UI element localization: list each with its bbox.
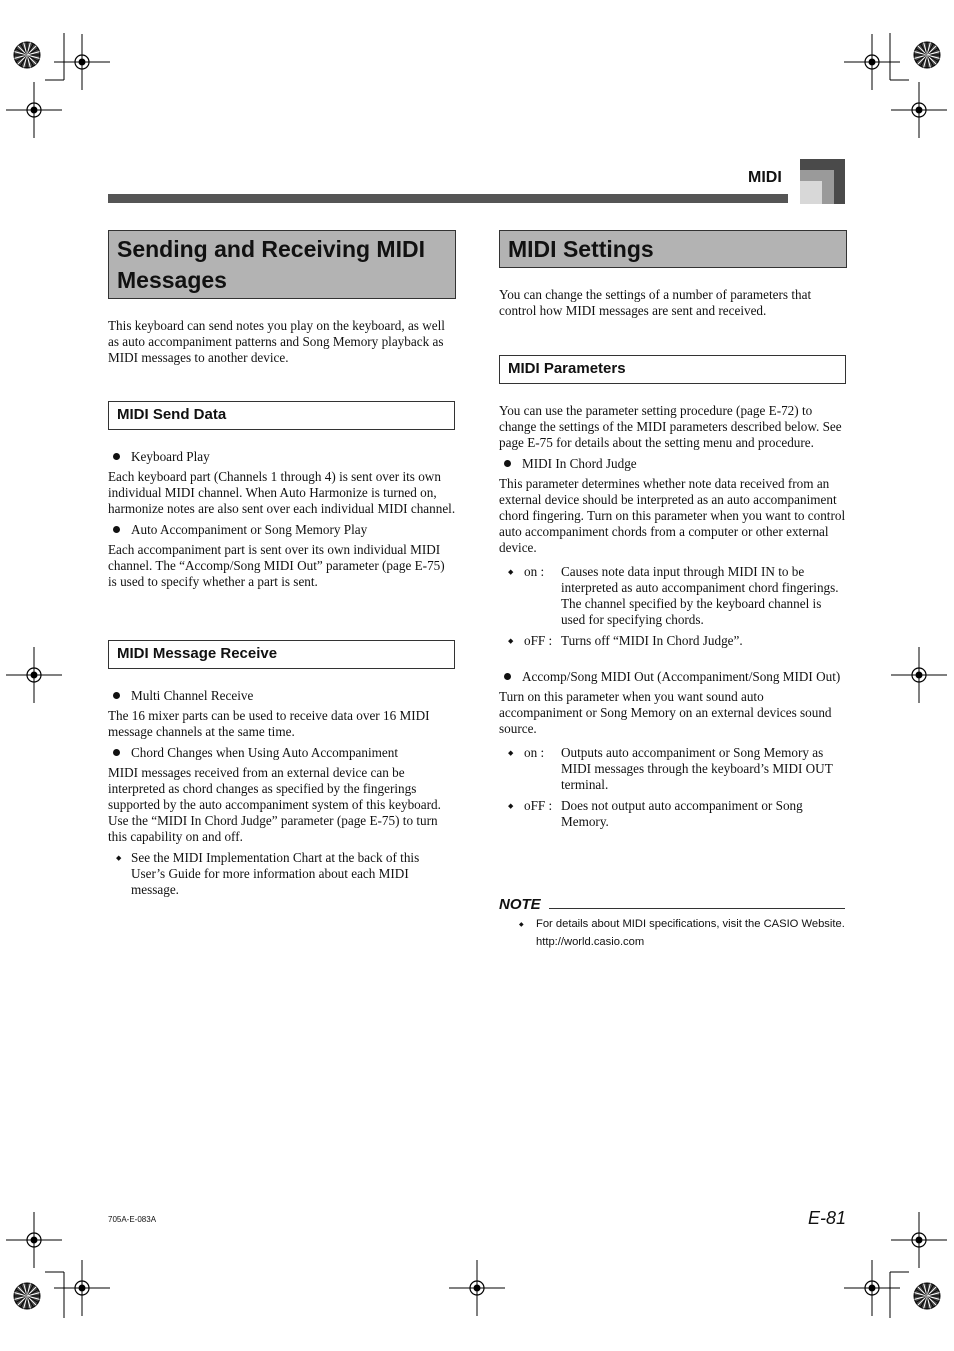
accomp-song-midi-out-desc: Turn on this parameter when you want sound auto accompaniment or Song Memory on an external devices sound source.	[499, 689, 832, 736]
midi-message-receive-section	[108, 688, 456, 898]
bullet-accomp-play: Auto Accompaniment or Song Memory Play	[108, 522, 456, 538]
implementation-chart-note: ◆ See the MIDI Implementation Chart at the back of this User’s Guide for more information about each MIDI message.	[108, 850, 456, 898]
casio-website-link[interactable]: http://world.casio.com	[536, 935, 645, 948]
option-key: ◆ on :	[524, 745, 545, 760]
chapter-tab-icon	[800, 159, 845, 204]
note-header	[499, 896, 845, 912]
parameters-intro: You can use the parameter setting procedure (page E-72) to change the settings of the MIDI parameters described below. See page E-75 for details about the setting menu and procedure.	[499, 403, 842, 450]
bullet-chord-changes: Chord Changes when Using Auto Accompaniment	[108, 745, 456, 761]
option-key: ◆ on :	[524, 564, 545, 579]
option-value: Outputs auto accompaniment or Song Memory as MIDI messages through the keyboard’s MIDI OUT terminal.	[561, 745, 833, 792]
bullet-keyboard-play: Keyboard Play	[108, 449, 456, 465]
star-target-icon	[914, 42, 940, 68]
note-text: ◆ For details about MIDI specifications, visit the CASIO Website.	[499, 917, 847, 932]
right-intro: You can change the settings of a number of parameters that control how MIDI messages are sent and received.	[499, 287, 812, 318]
option-value: Causes note data input through MIDI IN to be interpreted as auto accompaniment chord fingerings. The channel specified by the keyboard channel is used for specifying chords.	[561, 564, 839, 627]
midi-parameters-heading: MIDI Parameters	[499, 355, 846, 384]
multi-channel-desc: The 16 mixer parts can be used to receive data over 16 MIDI message channels at the same time.	[108, 708, 430, 739]
chord-changes-desc: MIDI messages received from an external device can be interpreted as chord changes as specified by the fingerings supported by the auto accompaniment system of this keyboard. Use the “MIDI In Chord Judge” parameter (page E-75) to turn this capability on and off.	[108, 765, 441, 844]
right-section-title: MIDI Settings	[499, 230, 847, 268]
star-target-icon	[914, 1283, 940, 1309]
midi-out-on-option	[499, 745, 847, 793]
bullet-multi-channel: Multi Channel Receive	[108, 688, 456, 704]
star-target-icon	[14, 1283, 40, 1309]
bullet-accomp-song-midi-out: Accomp/Song MIDI Out (Accompaniment/Song MIDI Out)	[499, 669, 847, 685]
chord-judge-off-option	[499, 633, 847, 649]
left-section-title: Sending and Receiving MIDI Messages	[108, 230, 456, 299]
document-code: 705A-E-083A	[108, 1215, 157, 1224]
midi-out-off-option	[499, 798, 847, 830]
accomp-play-desc: Each accompaniment part is sent over its own individual MIDI channel. The “Accomp/Song MIDI Out” parameter (page E-75) is used to specify whether a part is sent.	[108, 542, 445, 589]
star-target-icon	[14, 42, 40, 68]
midi-parameters-section	[499, 403, 847, 830]
option-value: Turns off “MIDI In Chord Judge”.	[561, 633, 743, 648]
left-intro: This keyboard can send notes you play on the keyboard, as well as auto accompaniment patterns and Song Memory playback as MIDI messages to another device.	[108, 318, 445, 365]
header-rule	[108, 194, 788, 203]
section-label: MIDI	[748, 169, 782, 186]
midi-in-chord-judge-desc: This parameter determines whether note data received from an external device should be interpreted as an auto accompaniment chord fingering. Turn on this parameter when you want to control auto accompaniment chords from a computer or other external device.	[499, 476, 846, 555]
midi-send-data-heading: MIDI Send Data	[108, 401, 455, 430]
midi-send-data-section	[108, 449, 456, 590]
keyboard-play-desc: Each keyboard part (Channels 1 through 4) is sent over its own individual MIDI channel. When Auto Harmonize is turned on, harmonize notes are also sent over each individual MIDI channel.	[108, 469, 456, 516]
page-number: E-81	[808, 1208, 847, 1228]
midi-message-receive-heading: MIDI Message Receive	[108, 640, 455, 669]
bullet-midi-in-chord-judge: MIDI In Chord Judge	[499, 456, 847, 472]
option-value: Does not output auto accompaniment or Song Memory.	[561, 798, 803, 829]
option-key: ◆ oFF :	[524, 798, 553, 813]
chord-judge-on-option	[499, 564, 847, 628]
note-label: NOTE	[499, 896, 541, 913]
option-key: ◆ oFF :	[524, 633, 553, 648]
note-body	[499, 917, 847, 949]
note-rule	[549, 908, 845, 909]
